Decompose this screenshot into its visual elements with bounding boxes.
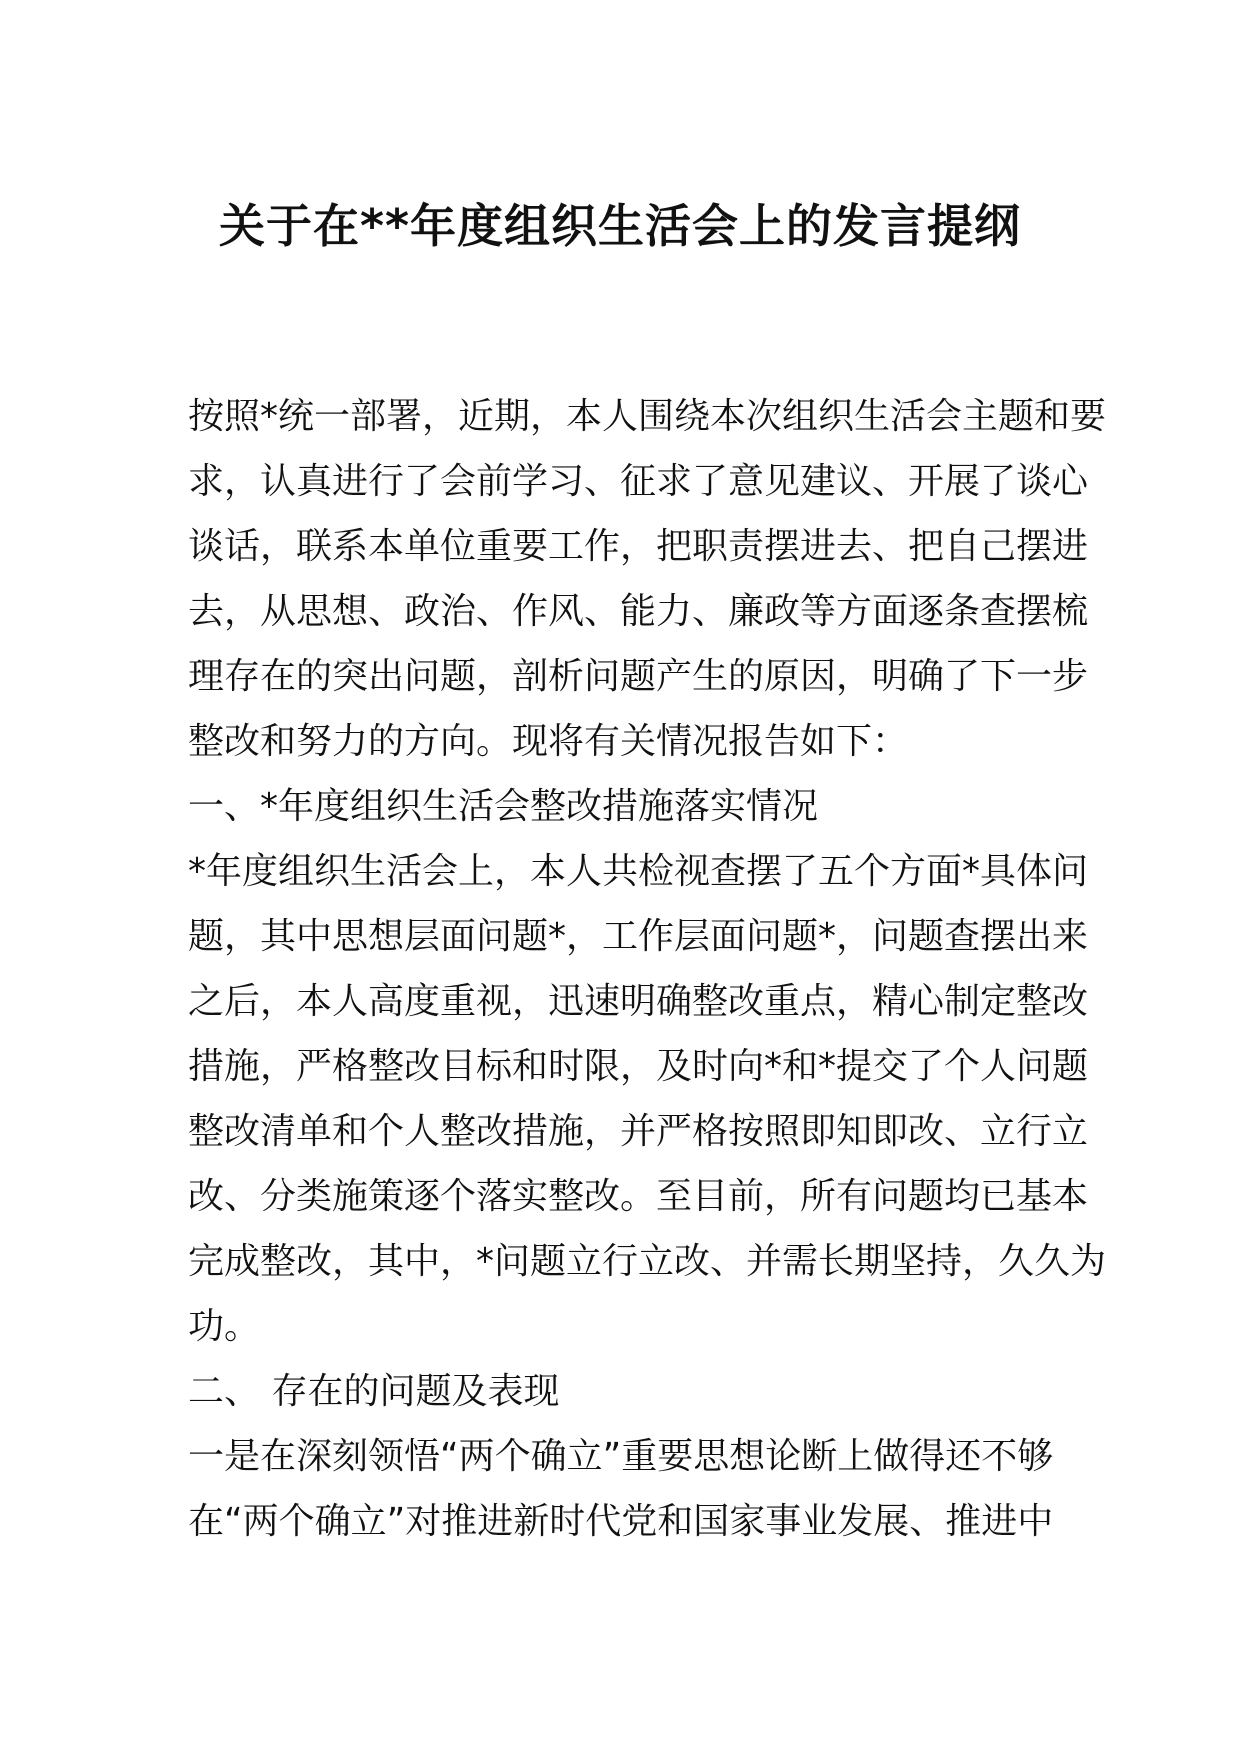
paragraph-line: 一是在深刻领悟“两个确立”重要思想论断上做得还不够 — [188, 1436, 1054, 1477]
paragraph-line: 谈话，联系本单位重要工作，把职责摆进去、把自己摆进 — [188, 526, 1089, 567]
paragraph-line: *年度组织生活会上，本人共检视查摆了五个方面*具体问 — [188, 851, 1089, 892]
paragraph-line: 措施，严格整改目标和时限，及时向*和*提交了个人问题 — [188, 1046, 1089, 1087]
paragraph-line: 去，从思想、政治、作风、能力、廉政等方面逐条查摆梳 — [188, 591, 1089, 632]
section-heading-1: 一、*年度组织生活会整改措施落实情况 — [188, 786, 819, 827]
paragraph-line: 题，其中思想层面问题*，工作层面问题*，问题查摆出来 — [188, 916, 1089, 957]
paragraph-line: 理存在的突出问题，剖析问题产生的原因，明确了下一步 — [188, 656, 1089, 697]
paragraph-line: 整改清单和个人整改措施，并严格按照即知即改、立行立 — [188, 1111, 1089, 1152]
paragraph-line: 整改和努力的方向。现将有关情况报告如下： — [188, 721, 909, 762]
paragraph-line: 功。 — [188, 1306, 261, 1347]
paragraph-line: 求，认真进行了会前学习、征求了意见建议、开展了谈心 — [188, 461, 1089, 502]
paragraph-line: 之后，本人高度重视，迅速明确整改重点，精心制定整改 — [188, 981, 1089, 1022]
paragraph-line: 在“两个确立”对推进新时代党和国家事业发展、推进中 — [188, 1501, 1054, 1542]
paragraph-line: 改、分类施策逐个落实整改。至目前，所有问题均已基本 — [188, 1176, 1089, 1217]
paragraph-line: 完成整改，其中，*问题立行立改、并需长期坚持，久久为 — [188, 1241, 1107, 1282]
paragraph-line: 按照*统一部署，近期，本人围绕本次组织生活会主题和要 — [188, 396, 1107, 437]
section-heading-2: 二、 存在的问题及表现 — [188, 1371, 560, 1412]
document-title: 关于在**年度组织生活会上的发言提纲 — [218, 199, 1022, 253]
